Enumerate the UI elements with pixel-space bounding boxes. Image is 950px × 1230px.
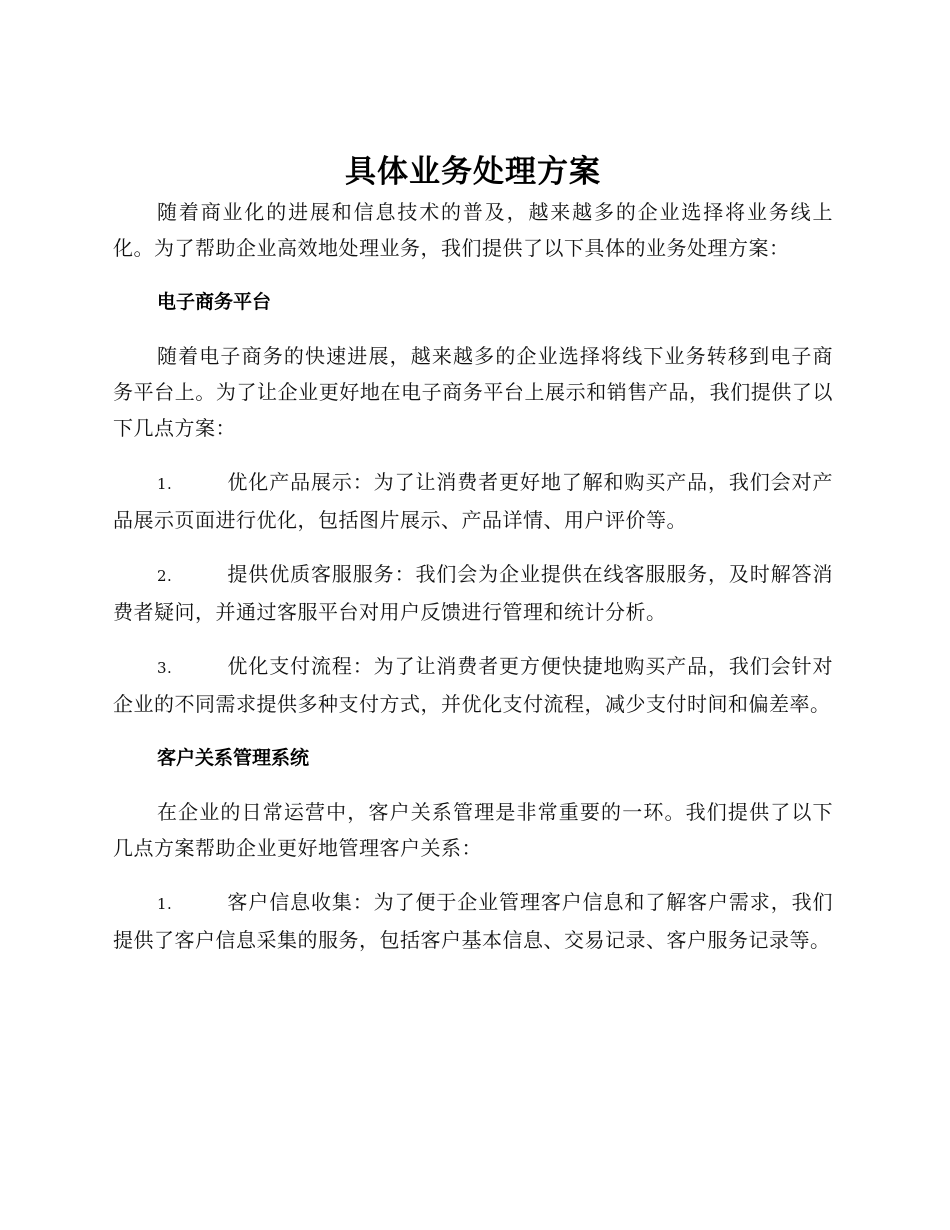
spacer	[113, 266, 833, 284]
list-item-number: 1.	[157, 475, 173, 493]
list-item-text: 客户信息收集：为了便于企业管理客户信息和了解客户需求，我们提供了客户信息采集的服务，包括客户基本信息、交易记录、客户服务记录等。	[113, 890, 833, 952]
spacer	[113, 320, 833, 338]
spacer	[113, 446, 833, 464]
list-item-text: 优化支付流程：为了让消费者更方便快捷地购买产品，我们会针对企业的不同需求提供多种支付方式，并优化支付流程，减少支付时间和偏差率。	[113, 654, 833, 716]
spacer	[113, 630, 833, 648]
list-item	[113, 884, 833, 958]
document-body	[113, 150, 833, 958]
list-item-text: 优化产品展示：为了让消费者更好地了解和购买产品，我们会对产品展示页面进行优化，包括图片展示、产品详情、用户评价等。	[113, 470, 833, 532]
list-item-number: 2.	[157, 567, 173, 585]
spacer	[113, 538, 833, 556]
section-paragraph-crm: 在企业的日常运营中，客户关系管理是非常重要的一环。我们提供了以下几点方案帮助企业更好地管理客户关系：	[113, 800, 833, 860]
section-paragraph-ecommerce: 随着电子商务的快速进展，越来越多的企业选择将线下业务转移到电子商务平台上。为了让企业更好地在电子商务平台上展示和销售产品，我们提供了以下几点方案：	[113, 344, 833, 440]
document-title: 具体业务处理方案	[345, 154, 601, 190]
list-item	[113, 648, 833, 722]
spacer	[113, 866, 833, 884]
section-heading-crm: 客户关系管理系统	[157, 747, 310, 769]
list-item-text: 提供优质客服服务：我们会为企业提供在线客服服务，及时解答消费者疑问，并通过客服平台对用户反馈进行管理和统计分析。	[113, 562, 833, 624]
list-item-number: 1.	[157, 895, 173, 913]
list-item	[113, 464, 833, 538]
list-item	[113, 556, 833, 630]
intro-paragraph: 随着商业化的进展和信息技术的普及，越来越多的企业选择将业务线上化。为了帮助企业高效地处理业务，我们提供了以下具体的业务处理方案：	[113, 200, 833, 260]
spacer	[113, 776, 833, 794]
spacer	[113, 722, 833, 740]
section-heading-ecommerce: 电子商务平台	[157, 291, 272, 313]
list-item-number: 3.	[157, 659, 173, 677]
